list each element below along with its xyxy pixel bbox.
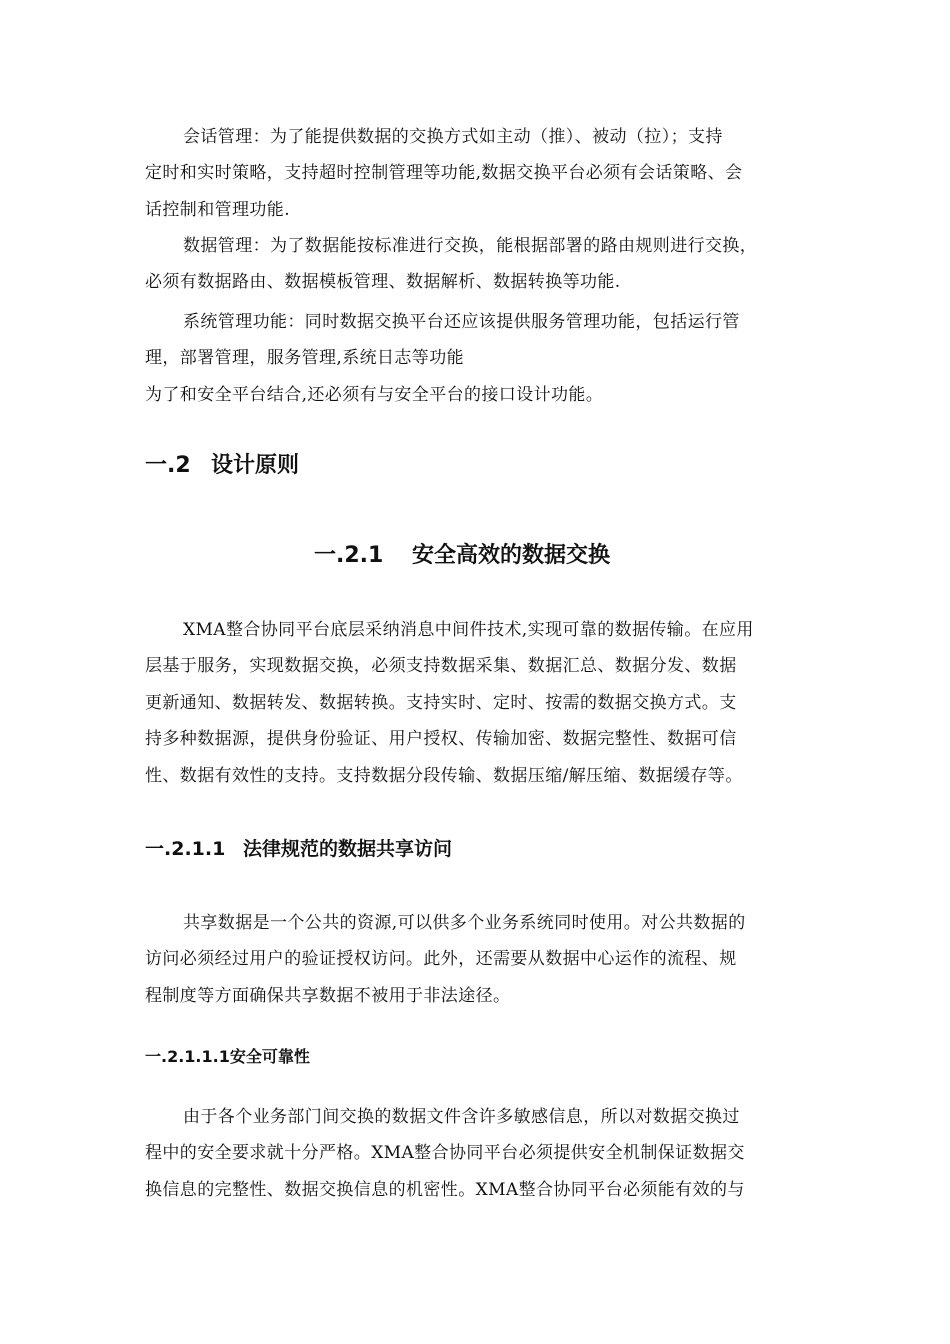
heading-number: 一.2.1.1 <box>145 838 226 860</box>
heading-title: 安全高效的数据交换 <box>412 543 611 568</box>
heading-number: 一.2.1.1.1 <box>145 1047 230 1066</box>
text-line: 换信息的完整性、数据交换信息的机密性。XMA整合协同平台必须能有效的与 <box>145 1179 745 1200</box>
text-line: 程制度等方面确保共享数据不被用于非法途径。 <box>145 985 511 1006</box>
text-line: 定时和实时策略，支持超时控制管理等功能,数据交换平台必须有会话策略、会 <box>145 163 743 184</box>
text-line: 共享数据是一个公共的资源,可以供多个业务系统同时使用。对公共数据的 <box>183 913 746 933</box>
heading-number: 一.2 <box>145 453 191 478</box>
heading-security <box>145 1044 310 1067</box>
heading-legal-sharing <box>145 834 452 861</box>
text-line: 话控制和管理功能. <box>145 199 291 220</box>
paragraph-shared-access <box>145 905 810 1014</box>
text-line: 持多种数据源，提供身份验证、用户授权、传输加密、数据完整性、数据可信 <box>145 729 737 750</box>
paragraph-data-management <box>145 228 810 301</box>
heading-number: 一.2.1 <box>314 543 384 568</box>
text-line: 由于各个业务部门间交换的数据文件含许多敏感信息，所以对数据交换过 <box>183 1107 740 1127</box>
heading-title: 设计原则 <box>211 453 300 478</box>
text-line: 更新通知、数据转发、数据转换。支持实时、定时、按需的数据交换方式。支 <box>145 692 737 713</box>
text-line: 数据管理：为了数据能按标准进行交换，能根据部署的路由规则进行交换， <box>183 236 758 256</box>
text-line: 访问必须经过用户的验证授权访问。此外，还需要从数据中心运作的流程、规 <box>145 949 737 970</box>
text-line: 为了和安全平台结合,还必须有与安全平台的接口设计功能。 <box>145 384 604 405</box>
text-line: 必须有数据路由、数据模板管理、数据解析、数据转换等功能. <box>145 272 621 293</box>
text-line: 程中的安全要求就十分严格。XMA整合协同平台必须提供安全机制保证数据交 <box>145 1143 745 1164</box>
paragraph-session-management <box>145 119 810 228</box>
text-line: XMA整合协同平台底层采纳消息中间件技术,实现可靠的数据传输。在应用 <box>183 620 754 640</box>
paragraph-security-reliability <box>145 1099 810 1208</box>
text-line: 系统管理功能：同时数据交换平台还应该提供服务管理功能，包括运行管 <box>183 312 740 332</box>
text-line: 性、数据有效性的支持。支持数据分段传输、数据压缩/解压缩、数据缓存等。 <box>145 765 743 786</box>
text-line: 理，部署管理，服务管理,系统日志等功能 <box>145 348 465 369</box>
paragraph-efficient-exchange <box>145 612 810 794</box>
text-line: 层基于服务，实现数据交换，必须支持数据采集、数据汇总、数据分发、数据 <box>145 656 737 677</box>
heading-title: 安全可靠性 <box>229 1047 310 1066</box>
heading-efficient-exchange <box>314 538 610 569</box>
heading-design-principles <box>145 448 299 479</box>
text-line: 会话管理：为了能提供数据的交换方式如主动（推）、被动（拉）；支持 <box>183 127 723 147</box>
paragraph-system-management <box>145 304 810 413</box>
heading-title: 法律规范的数据共享访问 <box>243 838 453 860</box>
